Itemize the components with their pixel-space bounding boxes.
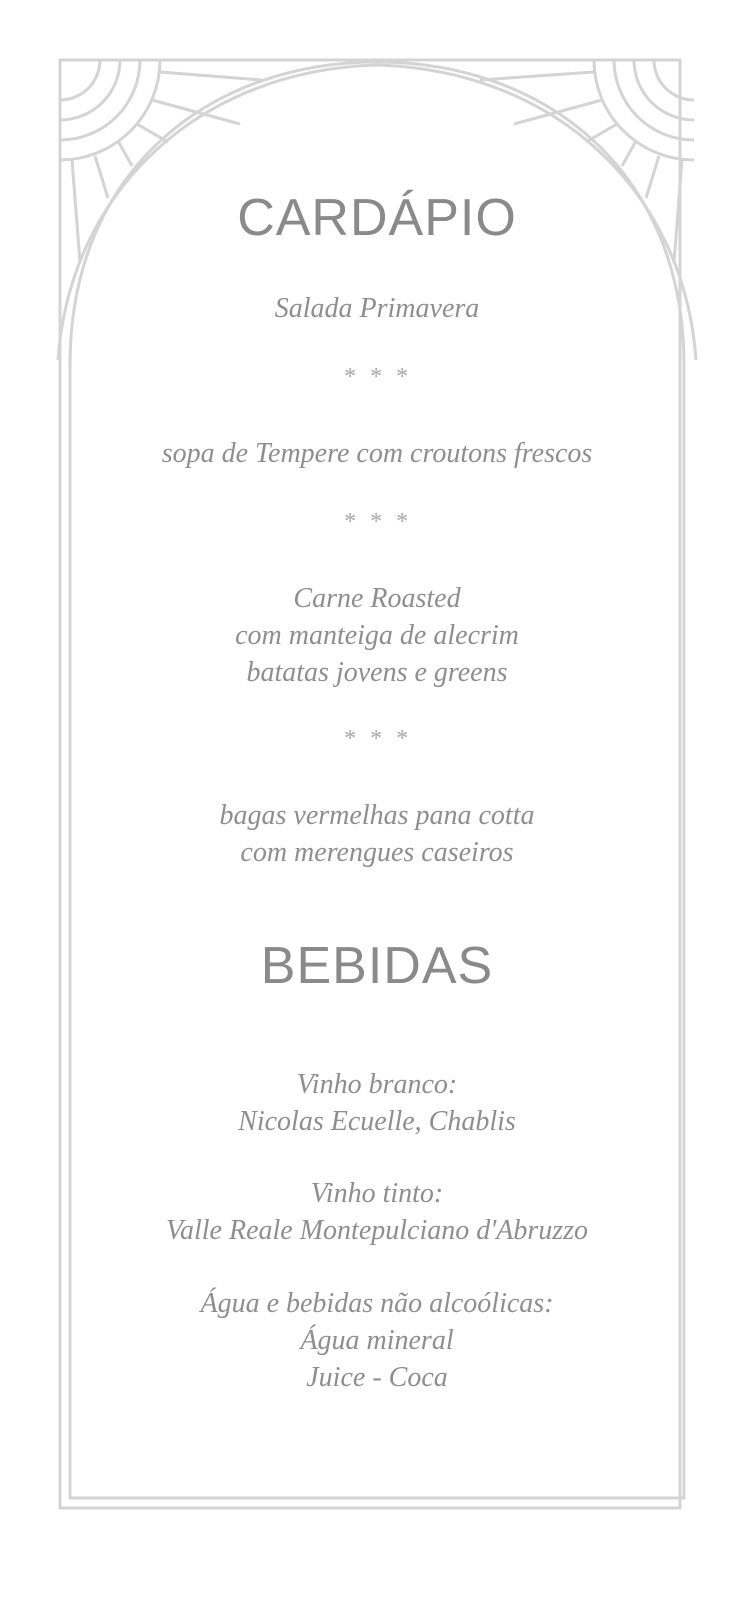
course-line: batatas jovens e greens	[246, 657, 508, 688]
course-line: Carne Roasted	[293, 583, 461, 614]
drink-group	[0, 1175, 754, 1249]
course-separator: * * *	[343, 364, 411, 390]
course-item	[0, 797, 754, 871]
drink-line: Vinho branco:	[296, 1069, 458, 1100]
course-line: Salada Primavera	[274, 293, 480, 324]
drink-line: Nicolas Ecuelle, Chablis	[238, 1106, 516, 1137]
course-separator: * * *	[343, 509, 411, 535]
course-item	[0, 290, 754, 327]
course-line: com merengues caseiros	[240, 837, 514, 868]
drink-line: Água mineral	[300, 1325, 454, 1356]
arch-border	[70, 62, 684, 1498]
drink-group	[0, 1066, 754, 1140]
course-line: com manteiga de alecrim	[235, 620, 519, 651]
drink-line: Água e bebidas não alcoólicas:	[200, 1288, 554, 1319]
course-separator: * * *	[343, 726, 411, 752]
drink-group	[0, 1285, 754, 1396]
course-item	[0, 580, 754, 691]
drink-line: Juice - Coca	[306, 1362, 448, 1393]
course-item	[0, 435, 754, 472]
drink-line: Valle Reale Montepulciano d'Abruzzo	[165, 1215, 589, 1246]
menu-title: CARDÁPIO	[237, 189, 517, 247]
course-line: sopa de Tempere com croutons frescos	[161, 438, 593, 469]
drinks-title: BEBIDAS	[260, 937, 494, 995]
course-line: bagas vermelhas pana cotta	[219, 800, 535, 831]
drink-line: Vinho tinto:	[310, 1178, 444, 1209]
